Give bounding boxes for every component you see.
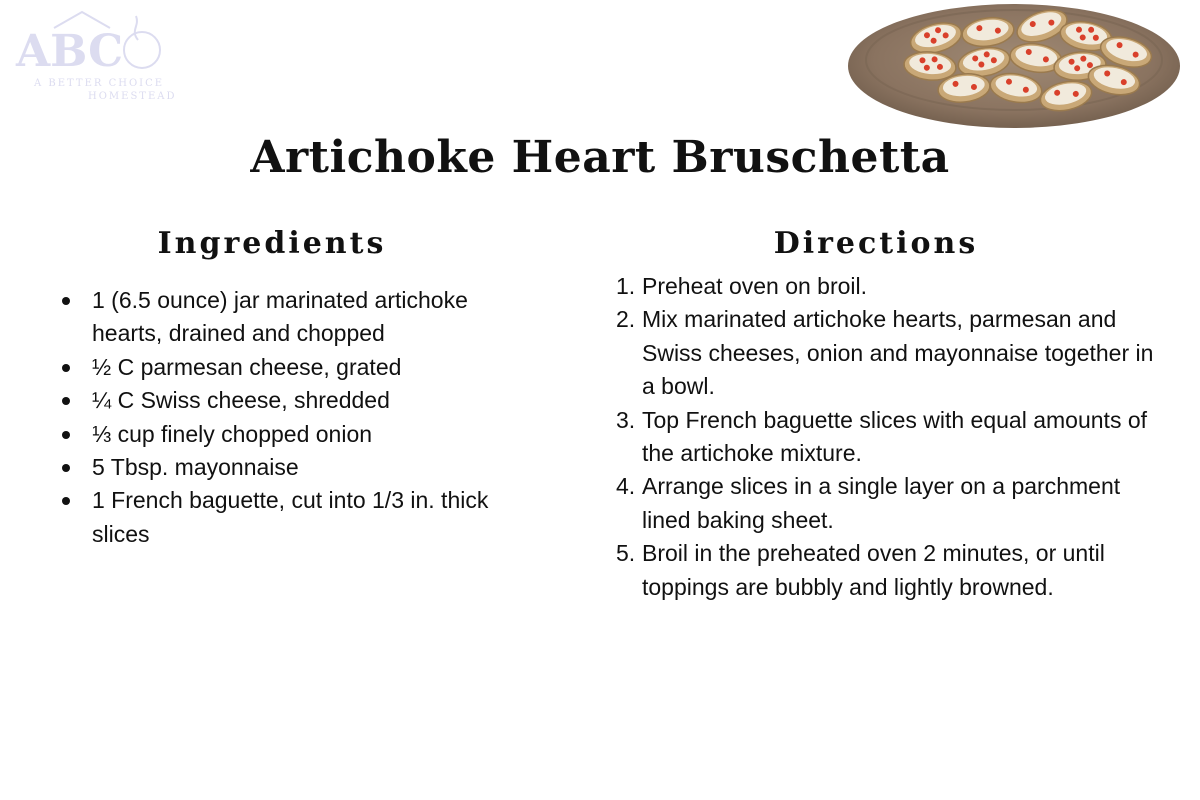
ingredient-item: ¼ C Swiss cheese, shredded	[92, 384, 492, 417]
bruschetta-platter-image	[846, 0, 1182, 132]
direction-step	[616, 303, 1162, 403]
direction-step	[616, 537, 1162, 604]
directions-list	[616, 270, 1162, 604]
logo-tagline-2: HOMESTEAD	[88, 91, 177, 102]
step-text: Arrange slices in a single layer on a parchment lined baking sheet.	[642, 473, 1121, 533]
step-number: 5.	[616, 540, 636, 567]
step-number: 4.	[616, 473, 636, 500]
ingredient-item: 5 Tbsp. mayonnaise	[92, 451, 492, 484]
ingredient-item: ½ C parmesan cheese, grated	[92, 351, 492, 384]
ingredients-list	[92, 284, 492, 551]
ingredient-item: ⅓ cup finely chopped onion	[92, 418, 492, 451]
homestead-logo	[14, 6, 184, 102]
step-number: 1.	[616, 273, 636, 299]
recipe-title: Artichoke Heart Bruschetta	[250, 132, 950, 183]
direction-step	[616, 470, 1162, 537]
step-text: Preheat oven on broil.	[642, 273, 868, 299]
step-number: 2.	[616, 306, 636, 333]
step-text: Top French baguette slices with equal amounts of the artichoke mixture.	[642, 406, 1148, 467]
step-text: Broil in the preheated oven 2 minutes, or until toppings are bubbly and lightly browned.	[642, 540, 1105, 600]
step-number: 3.	[616, 406, 636, 433]
ingredient-item: 1 French baguette, cut into 1/3 in. thick slices	[92, 484, 492, 551]
step-text: Mix marinated artichoke hearts, parmesan and Swiss cheeses, onion and mayonnaise together in a bowl.	[642, 306, 1154, 400]
direction-step	[616, 270, 1162, 303]
direction-step	[616, 404, 1162, 471]
directions-heading: Directions	[773, 226, 979, 261]
logo-letters: ABC	[16, 26, 124, 77]
ingredient-item: 1 (6.5 ounce) jar marinated artichoke hearts, drained and chopped	[92, 284, 492, 351]
ingredients-heading: Ingredients	[157, 226, 387, 261]
logo-tagline-1: A BETTER CHOICE	[34, 78, 165, 89]
